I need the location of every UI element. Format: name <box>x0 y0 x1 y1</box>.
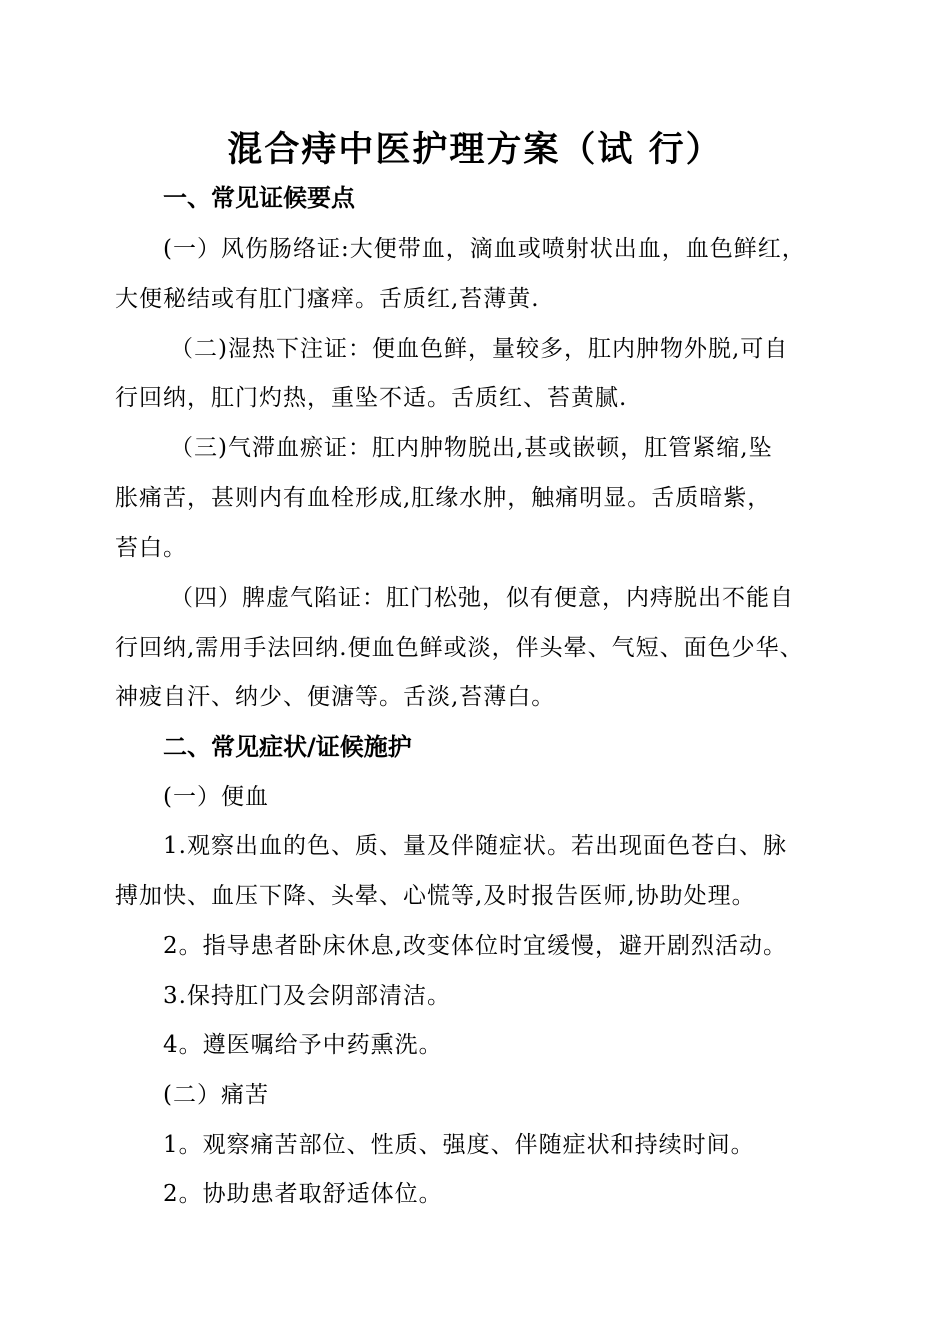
list-item: 2。指导患者卧床休息,改变体位时宜缓慢，避开剧烈活动。 <box>163 933 787 959</box>
paragraph-line: (一）风伤肠络证:大便带血，滴血或喷射状出血，血色鲜红， <box>163 236 806 262</box>
document-title: 混合痔中医护理方案（试 行） <box>227 130 723 170</box>
section-heading-2: 二、常见症状/证候施护 <box>163 733 412 761</box>
list-item: 4。遵医嘱给予中药熏洗。 <box>163 1032 443 1058</box>
paragraph-line: （四）脾虚气陷证：肛门松弛，似有便意，内痔脱出不能自 <box>170 585 794 611</box>
list-item: 1。观察痛苦部位、性质、强度、伴随症状和持续时间。 <box>163 1132 755 1158</box>
list-item: 2。协助患者取舒适体位。 <box>163 1181 443 1207</box>
paragraph-line: （三)气滞血瘀证：肛内肿物脱出,甚或嵌顿，肛管紧缩,坠 <box>170 435 773 461</box>
paragraph-line: （二)湿热下注证：便血色鲜，量较多，肛内肿物外脱,可自 <box>170 336 789 362</box>
paragraph-line: 行回纳,需用手法回纳.便血色鲜或淡，伴头晕、气短、面色少华、 <box>115 635 804 661</box>
subsection-label: (一）便血 <box>163 784 269 810</box>
paragraph-line: 行回纳，肛门灼热，重坠不适。舌质红、苔黄腻. <box>115 385 628 411</box>
list-item: 3.保持肛门及会阴部清洁。 <box>163 983 451 1009</box>
paragraph-line: 神疲自汗、纳少、便溏等。舌淡,苔薄白。 <box>115 684 556 710</box>
subsection-label: (二）痛苦 <box>163 1082 269 1108</box>
section-heading-1: 一、常见证候要点 <box>163 184 355 212</box>
paragraph-line: 胀痛苦，甚则内有血栓形成,肛缘水肿，触痛明显。舌质暗紫， <box>115 485 772 511</box>
paragraph-line: 大便秘结或有肛门瘙痒。舌质红,苔薄黄. <box>115 286 540 312</box>
paragraph-line: 苔白。 <box>115 535 187 561</box>
list-item: 搏加快、血压下降、头晕、心慌等,及时报告医师,协助处理。 <box>115 883 756 909</box>
list-item: 1.观察出血的色、质、量及伴随症状。若出现面色苍白、脉 <box>163 833 787 859</box>
